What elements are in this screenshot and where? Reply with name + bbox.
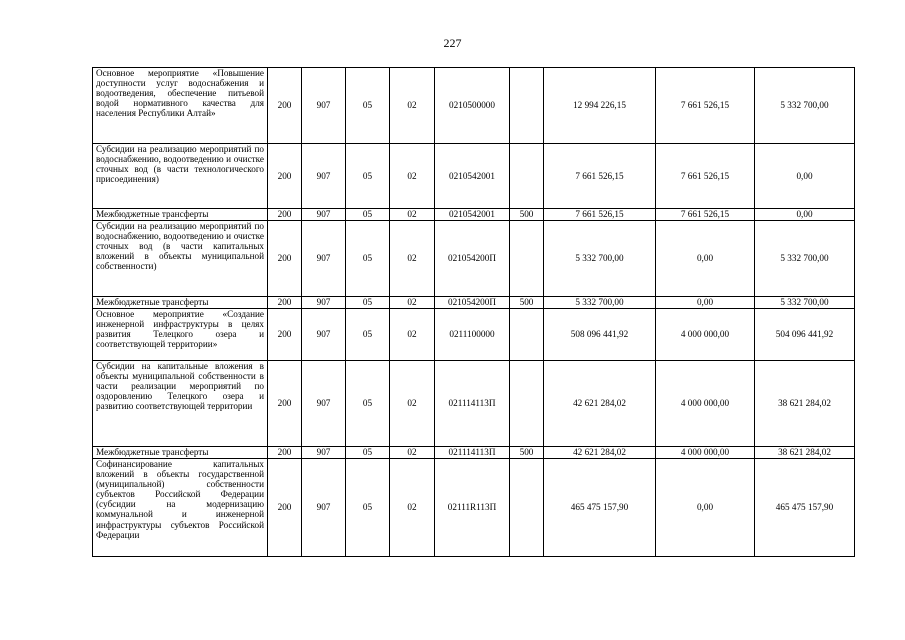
col-amount-3: 5 332 700,00 xyxy=(755,68,855,144)
col-subsection: 02 xyxy=(390,459,435,557)
col-subsection: 02 xyxy=(390,144,435,209)
col-expense-type xyxy=(510,361,544,447)
col-section: 05 xyxy=(346,144,390,209)
col-amount-2: 7 661 526,15 xyxy=(656,144,755,209)
col-code-200: 200 xyxy=(268,361,302,447)
col-section: 05 xyxy=(346,447,390,459)
table-body xyxy=(93,68,855,557)
col-subsection: 02 xyxy=(390,209,435,221)
col-code-200: 200 xyxy=(268,297,302,309)
col-target-article: 0210500000 xyxy=(435,68,510,144)
col-expense-type: 500 xyxy=(510,209,544,221)
table-row xyxy=(93,144,855,209)
col-code-200: 200 xyxy=(268,221,302,297)
col-subsection: 02 xyxy=(390,447,435,459)
col-amount-total: 12 994 226,15 xyxy=(544,68,656,144)
col-amount-total: 42 621 284,02 xyxy=(544,447,656,459)
row-description: Межбюджетные трансферты xyxy=(93,447,268,459)
col-ministry-code: 907 xyxy=(302,361,346,447)
col-section: 05 xyxy=(346,309,390,361)
col-amount-total: 7 661 526,15 xyxy=(544,144,656,209)
table-row xyxy=(93,68,855,144)
col-code-200: 200 xyxy=(268,209,302,221)
col-expense-type xyxy=(510,68,544,144)
col-section: 05 xyxy=(346,209,390,221)
col-code-200: 200 xyxy=(268,309,302,361)
col-target-article: 0210542001 xyxy=(435,209,510,221)
col-ministry-code: 907 xyxy=(302,221,346,297)
col-amount-2: 7 661 526,15 xyxy=(656,209,755,221)
col-target-article: 021054200П xyxy=(435,297,510,309)
col-code-200: 200 xyxy=(268,447,302,459)
col-ministry-code: 907 xyxy=(302,447,346,459)
col-code-200: 200 xyxy=(268,68,302,144)
col-amount-3: 38 621 284,02 xyxy=(755,447,855,459)
budget-table xyxy=(92,67,855,557)
col-amount-3: 38 621 284,02 xyxy=(755,361,855,447)
col-amount-total: 508 096 441,92 xyxy=(544,309,656,361)
table-row xyxy=(93,459,855,557)
col-ministry-code: 907 xyxy=(302,68,346,144)
col-amount-total: 42 621 284,02 xyxy=(544,361,656,447)
col-amount-3: 0,00 xyxy=(755,144,855,209)
col-amount-2: 4 000 000,00 xyxy=(656,309,755,361)
col-ministry-code: 907 xyxy=(302,209,346,221)
col-expense-type xyxy=(510,221,544,297)
col-amount-2: 0,00 xyxy=(656,297,755,309)
col-section: 05 xyxy=(346,221,390,297)
col-expense-type xyxy=(510,144,544,209)
table-row xyxy=(93,297,855,309)
table-row xyxy=(93,361,855,447)
col-code-200: 200 xyxy=(268,459,302,557)
col-target-article: 02111R113П xyxy=(435,459,510,557)
col-section: 05 xyxy=(346,459,390,557)
col-amount-total: 465 475 157,90 xyxy=(544,459,656,557)
row-description: Основное мероприятие «Повышение доступности услуг водоснабжения и водоотведения, обеспечение питьевой водой нормативного качества для населения Республики Алтай» xyxy=(93,68,268,144)
col-amount-2: 4 000 000,00 xyxy=(656,447,755,459)
table-row xyxy=(93,447,855,459)
col-expense-type: 500 xyxy=(510,297,544,309)
col-target-article: 021054200П xyxy=(435,221,510,297)
col-section: 05 xyxy=(346,361,390,447)
row-description: Основное мероприятие «Создание инженерной инфраструктуры в целях развития Телецкого озера и соответствующей территории» xyxy=(93,309,268,361)
col-target-article: 021114113П xyxy=(435,361,510,447)
col-amount-2: 0,00 xyxy=(656,459,755,557)
col-subsection: 02 xyxy=(390,221,435,297)
col-subsection: 02 xyxy=(390,297,435,309)
col-amount-3: 465 475 157,90 xyxy=(755,459,855,557)
col-amount-2: 0,00 xyxy=(656,221,755,297)
col-amount-total: 5 332 700,00 xyxy=(544,221,656,297)
col-target-article: 021114113П xyxy=(435,447,510,459)
col-expense-type xyxy=(510,459,544,557)
col-expense-type: 500 xyxy=(510,447,544,459)
row-description: Субсидии на реализацию мероприятий по водоснабжению, водоотведению и очистке сточных вод (в части технологического присоединения) xyxy=(93,144,268,209)
row-description: Субсидии на капитальные вложения в объекты муниципальной собственности в части реализации мероприятий по оздоровлению Телецкого озера и развитию соответствующей территории xyxy=(93,361,268,447)
row-description: Субсидии на реализацию мероприятий по водоснабжению, водоотведению и очистке сточных вод (в части капитальных вложений в объекты муниципальной собственности) xyxy=(93,221,268,297)
col-code-200: 200 xyxy=(268,144,302,209)
col-expense-type xyxy=(510,309,544,361)
col-section: 05 xyxy=(346,297,390,309)
col-subsection: 02 xyxy=(390,361,435,447)
col-amount-2: 7 661 526,15 xyxy=(656,68,755,144)
table-row xyxy=(93,221,855,297)
col-subsection: 02 xyxy=(390,309,435,361)
col-ministry-code: 907 xyxy=(302,459,346,557)
row-description: Межбюджетные трансферты xyxy=(93,209,268,221)
col-amount-total: 5 332 700,00 xyxy=(544,297,656,309)
row-description: Софинансирование капитальных вложений в объекты государственной (муниципальной) собственности субъектов Российской Федерации (субсидии на модернизацию коммунальной и инженерной инфраструктуры субъектов Российской Федерации xyxy=(93,459,268,557)
col-ministry-code: 907 xyxy=(302,297,346,309)
col-section: 05 xyxy=(346,68,390,144)
page-number: 227 xyxy=(443,36,462,50)
col-subsection: 02 xyxy=(390,68,435,144)
col-amount-3: 0,00 xyxy=(755,209,855,221)
col-ministry-code: 907 xyxy=(302,309,346,361)
table-row xyxy=(93,209,855,221)
col-amount-2: 4 000 000,00 xyxy=(656,361,755,447)
col-amount-3: 504 096 441,92 xyxy=(755,309,855,361)
col-ministry-code: 907 xyxy=(302,144,346,209)
col-amount-3: 5 332 700,00 xyxy=(755,221,855,297)
row-description: Межбюджетные трансферты xyxy=(93,297,268,309)
col-target-article: 0211100000 xyxy=(435,309,510,361)
table-row xyxy=(93,309,855,361)
col-target-article: 0210542001 xyxy=(435,144,510,209)
col-amount-3: 5 332 700,00 xyxy=(755,297,855,309)
col-amount-total: 7 661 526,15 xyxy=(544,209,656,221)
